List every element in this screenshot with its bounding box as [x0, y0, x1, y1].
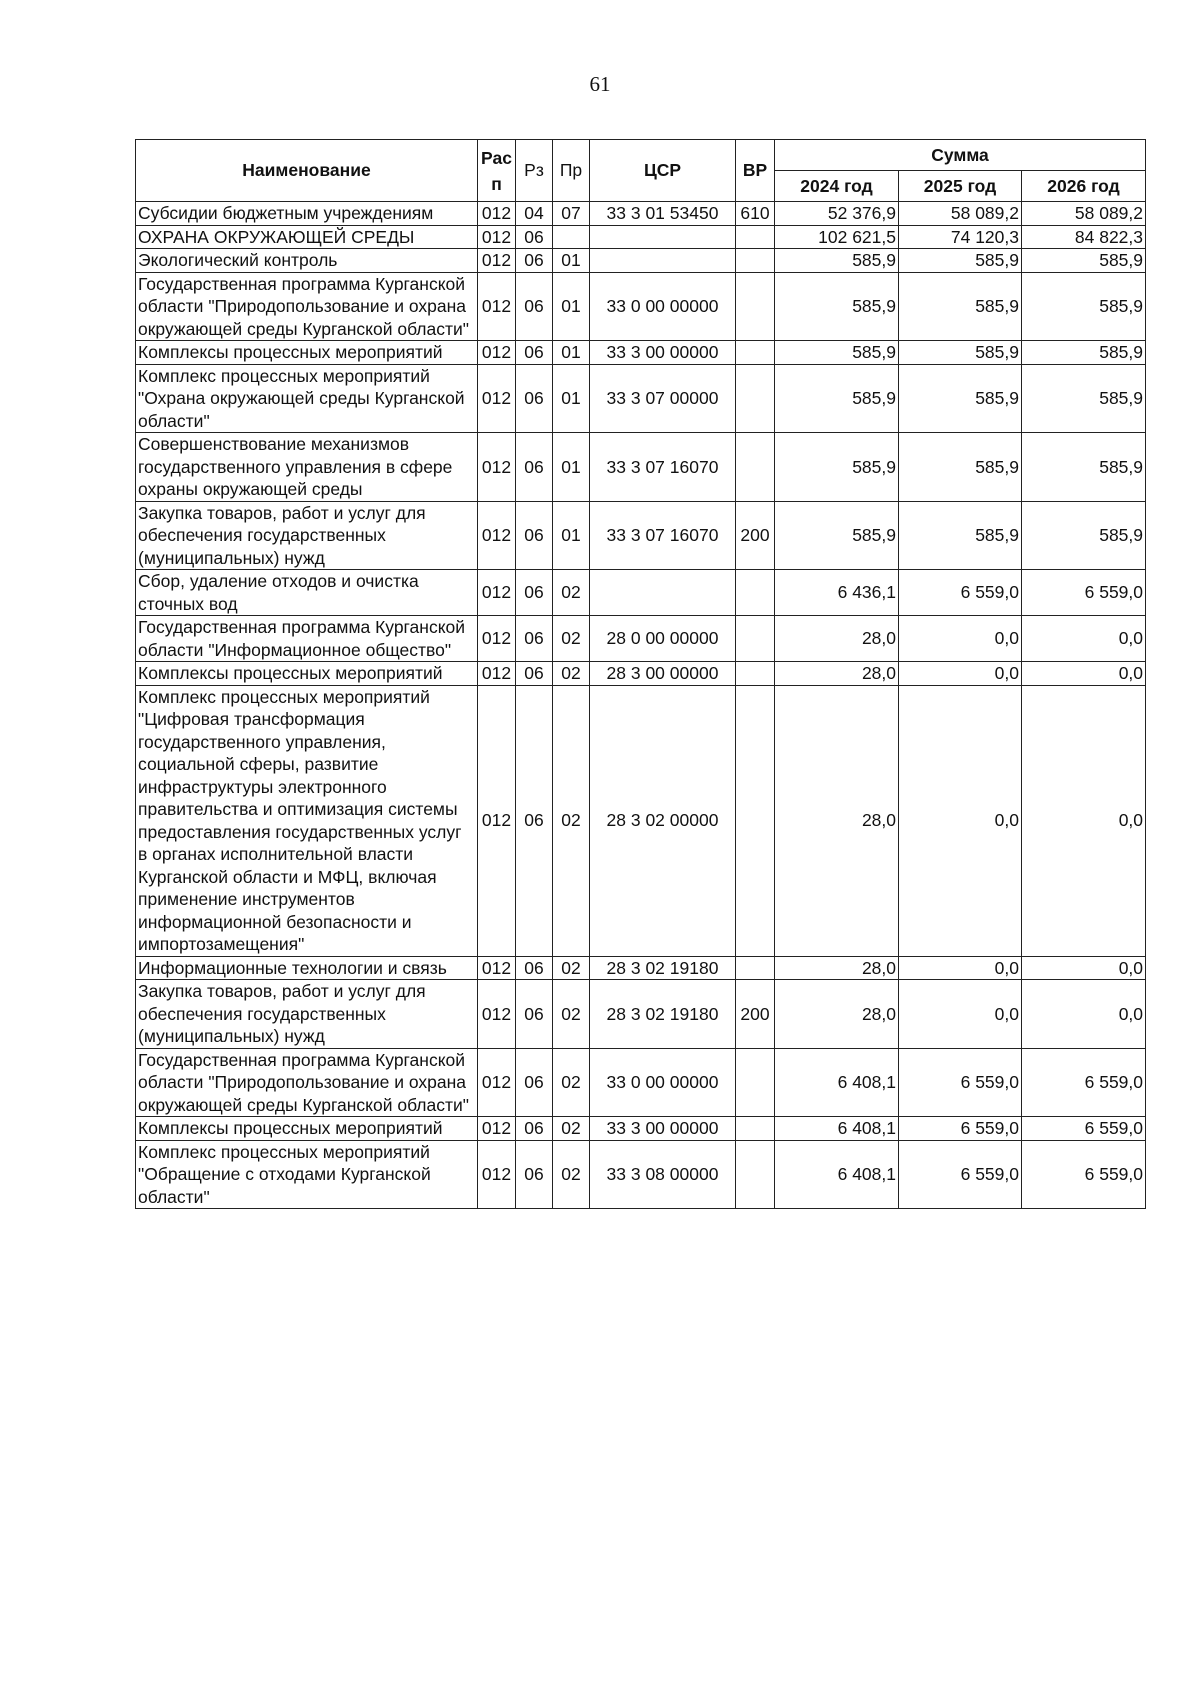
- row-vr: [736, 616, 775, 662]
- row-csr: 33 3 07 00000: [590, 364, 736, 433]
- row-pr: 01: [553, 364, 590, 433]
- row-vr: [736, 433, 775, 502]
- row-rz: 06: [516, 1140, 553, 1209]
- row-sum-2025: 6 559,0: [899, 1048, 1022, 1117]
- row-rasp: 012: [478, 1117, 516, 1141]
- row-rz: 06: [516, 980, 553, 1049]
- row-pr: 02: [553, 662, 590, 686]
- row-vr: [736, 662, 775, 686]
- row-name: Экологический контроль: [136, 249, 478, 273]
- page-number: 61: [589, 72, 611, 96]
- row-sum-2025: 0,0: [899, 685, 1022, 956]
- row-rz: 06: [516, 1048, 553, 1117]
- row-name: Закупка товаров, работ и услуг для обеспечения государственных (муниципальных) нужд: [136, 501, 478, 570]
- header-vr: ВР: [736, 140, 775, 202]
- row-sum-2024: 585,9: [775, 341, 899, 365]
- row-pr: 02: [553, 616, 590, 662]
- row-name: Комплекс процессных мероприятий "Охрана окружающей среды Курганской области": [136, 364, 478, 433]
- row-csr: [590, 249, 736, 273]
- row-vr: [736, 249, 775, 273]
- table-row: [136, 685, 1146, 956]
- row-name: Сбор, удаление отходов и очистка сточных вод: [136, 570, 478, 616]
- row-csr: 33 3 00 00000: [590, 1117, 736, 1141]
- row-sum-2026: 6 559,0: [1022, 1140, 1146, 1209]
- row-sum-2026: 0,0: [1022, 662, 1146, 686]
- row-rasp: 012: [478, 570, 516, 616]
- row-csr: 33 3 08 00000: [590, 1140, 736, 1209]
- row-vr: [736, 1117, 775, 1141]
- row-name: Государственная программа Курганской области "Информационное общество": [136, 616, 478, 662]
- row-sum-2025: 585,9: [899, 433, 1022, 502]
- row-rz: 06: [516, 662, 553, 686]
- row-sum-2026: 58 089,2: [1022, 202, 1146, 226]
- row-sum-2024: 585,9: [775, 272, 899, 341]
- header-pr: Пр: [553, 140, 590, 202]
- row-sum-2026: 84 822,3: [1022, 225, 1146, 249]
- row-name: Государственная программа Курганской области "Природопользование и охрана окружающей среды Курганской области": [136, 1048, 478, 1117]
- row-rasp: 012: [478, 685, 516, 956]
- row-rasp: 012: [478, 364, 516, 433]
- row-rasp: 012: [478, 202, 516, 226]
- row-sum-2026: 0,0: [1022, 980, 1146, 1049]
- row-name: ОХРАНА ОКРУЖАЮЩЕЙ СРЕДЫ: [136, 225, 478, 249]
- row-sum-2025: 6 559,0: [899, 1117, 1022, 1141]
- table-row: [136, 364, 1146, 433]
- row-sum-2024: 28,0: [775, 616, 899, 662]
- row-sum-2025: 585,9: [899, 364, 1022, 433]
- table-row: [136, 1117, 1146, 1141]
- header-2025: 2025 год: [899, 171, 1022, 202]
- row-sum-2024: 28,0: [775, 956, 899, 980]
- row-csr: 33 0 00 00000: [590, 272, 736, 341]
- row-csr: 33 3 07 16070: [590, 433, 736, 502]
- row-sum-2025: 0,0: [899, 662, 1022, 686]
- row-name: Государственная программа Курганской области "Природопользование и охрана окружающей среды Курганской области": [136, 272, 478, 341]
- row-vr: [736, 364, 775, 433]
- header-rz: Рз: [516, 140, 553, 202]
- table-row: [136, 956, 1146, 980]
- row-name: Комплексы процессных мероприятий: [136, 662, 478, 686]
- header-2024: 2024 год: [775, 171, 899, 202]
- row-rasp: 012: [478, 249, 516, 273]
- row-pr: 02: [553, 1117, 590, 1141]
- row-sum-2026: 0,0: [1022, 616, 1146, 662]
- row-sum-2025: 74 120,3: [899, 225, 1022, 249]
- row-sum-2026: 585,9: [1022, 272, 1146, 341]
- row-pr: 07: [553, 202, 590, 226]
- row-sum-2024: 585,9: [775, 249, 899, 273]
- row-rz: 06: [516, 616, 553, 662]
- row-rz: 06: [516, 249, 553, 273]
- row-sum-2025: 585,9: [899, 249, 1022, 273]
- row-rasp: 012: [478, 341, 516, 365]
- row-vr: 200: [736, 980, 775, 1049]
- row-sum-2026: 6 559,0: [1022, 1117, 1146, 1141]
- table-row: [136, 202, 1146, 226]
- row-sum-2024: 28,0: [775, 662, 899, 686]
- row-sum-2024: 28,0: [775, 980, 899, 1049]
- row-rz: 06: [516, 272, 553, 341]
- row-rasp: 012: [478, 433, 516, 502]
- header-rasp: Рас п: [478, 140, 516, 202]
- row-sum-2024: 585,9: [775, 433, 899, 502]
- table-row: [136, 433, 1146, 502]
- row-sum-2026: 585,9: [1022, 433, 1146, 502]
- row-pr: 01: [553, 433, 590, 502]
- table-row: [136, 616, 1146, 662]
- row-sum-2024: 28,0: [775, 685, 899, 956]
- row-rz: 04: [516, 202, 553, 226]
- row-vr: [736, 1048, 775, 1117]
- header-2026: 2026 год: [1022, 171, 1146, 202]
- budget-table: [135, 139, 1146, 1209]
- table-row: [136, 249, 1146, 273]
- row-sum-2024: 6 408,1: [775, 1117, 899, 1141]
- row-vr: [736, 225, 775, 249]
- header-csr: ЦСР: [590, 140, 736, 202]
- row-sum-2026: 6 559,0: [1022, 1048, 1146, 1117]
- row-sum-2025: 0,0: [899, 956, 1022, 980]
- row-rasp: 012: [478, 1140, 516, 1209]
- row-name: Комплекс процессных мероприятий "Обращение с отходами Курганской области": [136, 1140, 478, 1209]
- row-name: Информационные технологии и связь: [136, 956, 478, 980]
- row-sum-2026: 6 559,0: [1022, 570, 1146, 616]
- header-summa: Сумма: [775, 140, 1146, 171]
- row-sum-2024: 102 621,5: [775, 225, 899, 249]
- table-row: [136, 272, 1146, 341]
- row-sum-2026: 0,0: [1022, 685, 1146, 956]
- row-name: Совершенствование механизмов государственного управления в сфере охраны окружающей среды: [136, 433, 478, 502]
- row-name: Комплекс процессных мероприятий "Цифровая трансформация государственного управления, социальной сферы, развитие инфраструктуры электронного правительства и оптимизация системы предоставления государственных услуг в органах исполнительной власти Курганской области и МФЦ, включая применение инструментов информационной безопасности и импортозамещения": [136, 685, 478, 956]
- table-row: [136, 341, 1146, 365]
- row-sum-2026: 585,9: [1022, 249, 1146, 273]
- row-csr: 28 3 00 00000: [590, 662, 736, 686]
- row-pr: 01: [553, 501, 590, 570]
- row-csr: 33 3 01 53450: [590, 202, 736, 226]
- row-name: Субсидии бюджетным учреждениям: [136, 202, 478, 226]
- row-csr: 28 0 00 00000: [590, 616, 736, 662]
- row-sum-2024: 6 436,1: [775, 570, 899, 616]
- row-vr: [736, 956, 775, 980]
- row-pr: 02: [553, 1048, 590, 1117]
- row-rasp: 012: [478, 1048, 516, 1117]
- header-name: Наименование: [136, 140, 478, 202]
- row-sum-2025: 58 089,2: [899, 202, 1022, 226]
- row-sum-2026: 585,9: [1022, 364, 1146, 433]
- row-rasp: 012: [478, 616, 516, 662]
- row-name: Комплексы процессных мероприятий: [136, 1117, 478, 1141]
- table-row: [136, 501, 1146, 570]
- row-vr: [736, 341, 775, 365]
- row-vr: 610: [736, 202, 775, 226]
- row-pr: [553, 225, 590, 249]
- row-sum-2026: 585,9: [1022, 341, 1146, 365]
- row-rz: 06: [516, 570, 553, 616]
- row-csr: 33 0 00 00000: [590, 1048, 736, 1117]
- row-pr: 02: [553, 956, 590, 980]
- row-rz: 06: [516, 685, 553, 956]
- row-sum-2024: 585,9: [775, 501, 899, 570]
- row-rz: 06: [516, 501, 553, 570]
- row-pr: 02: [553, 570, 590, 616]
- row-sum-2025: 585,9: [899, 501, 1022, 570]
- row-csr: 28 3 02 19180: [590, 956, 736, 980]
- row-rasp: 012: [478, 272, 516, 341]
- row-vr: [736, 272, 775, 341]
- row-pr: 01: [553, 341, 590, 365]
- row-csr: 28 3 02 19180: [590, 980, 736, 1049]
- table-row: [136, 570, 1146, 616]
- row-sum-2025: 585,9: [899, 272, 1022, 341]
- row-csr: 33 3 07 16070: [590, 501, 736, 570]
- row-pr: 02: [553, 1140, 590, 1209]
- row-sum-2024: 6 408,1: [775, 1048, 899, 1117]
- row-pr: 02: [553, 980, 590, 1049]
- row-rz: 06: [516, 956, 553, 980]
- row-sum-2025: 0,0: [899, 980, 1022, 1049]
- row-sum-2025: 585,9: [899, 341, 1022, 365]
- row-sum-2024: 52 376,9: [775, 202, 899, 226]
- table-row: [136, 1048, 1146, 1117]
- table-body: [136, 202, 1146, 1209]
- row-rasp: 012: [478, 980, 516, 1049]
- row-sum-2024: 585,9: [775, 364, 899, 433]
- row-sum-2026: 0,0: [1022, 956, 1146, 980]
- row-sum-2025: 6 559,0: [899, 1140, 1022, 1209]
- row-csr: 33 3 00 00000: [590, 341, 736, 365]
- row-name: Комплексы процессных мероприятий: [136, 341, 478, 365]
- table-row: [136, 980, 1146, 1049]
- row-vr: [736, 570, 775, 616]
- row-rasp: 012: [478, 501, 516, 570]
- row-pr: 01: [553, 272, 590, 341]
- table-row: [136, 225, 1146, 249]
- table-row: [136, 1140, 1146, 1209]
- row-csr: [590, 225, 736, 249]
- table-row: [136, 662, 1146, 686]
- row-sum-2025: 6 559,0: [899, 570, 1022, 616]
- row-pr: 02: [553, 685, 590, 956]
- row-vr: [736, 685, 775, 956]
- row-rasp: 012: [478, 956, 516, 980]
- row-rz: 06: [516, 433, 553, 502]
- row-rz: 06: [516, 225, 553, 249]
- row-sum-2024: 6 408,1: [775, 1140, 899, 1209]
- row-rz: 06: [516, 364, 553, 433]
- row-vr: 200: [736, 501, 775, 570]
- row-pr: 01: [553, 249, 590, 273]
- row-rz: 06: [516, 341, 553, 365]
- row-sum-2025: 0,0: [899, 616, 1022, 662]
- row-rasp: 012: [478, 662, 516, 686]
- row-name: Закупка товаров, работ и услуг для обеспечения государственных (муниципальных) нужд: [136, 980, 478, 1049]
- row-csr: [590, 570, 736, 616]
- row-rz: 06: [516, 1117, 553, 1141]
- row-csr: 28 3 02 00000: [590, 685, 736, 956]
- row-vr: [736, 1140, 775, 1209]
- row-sum-2026: 585,9: [1022, 501, 1146, 570]
- row-rasp: 012: [478, 225, 516, 249]
